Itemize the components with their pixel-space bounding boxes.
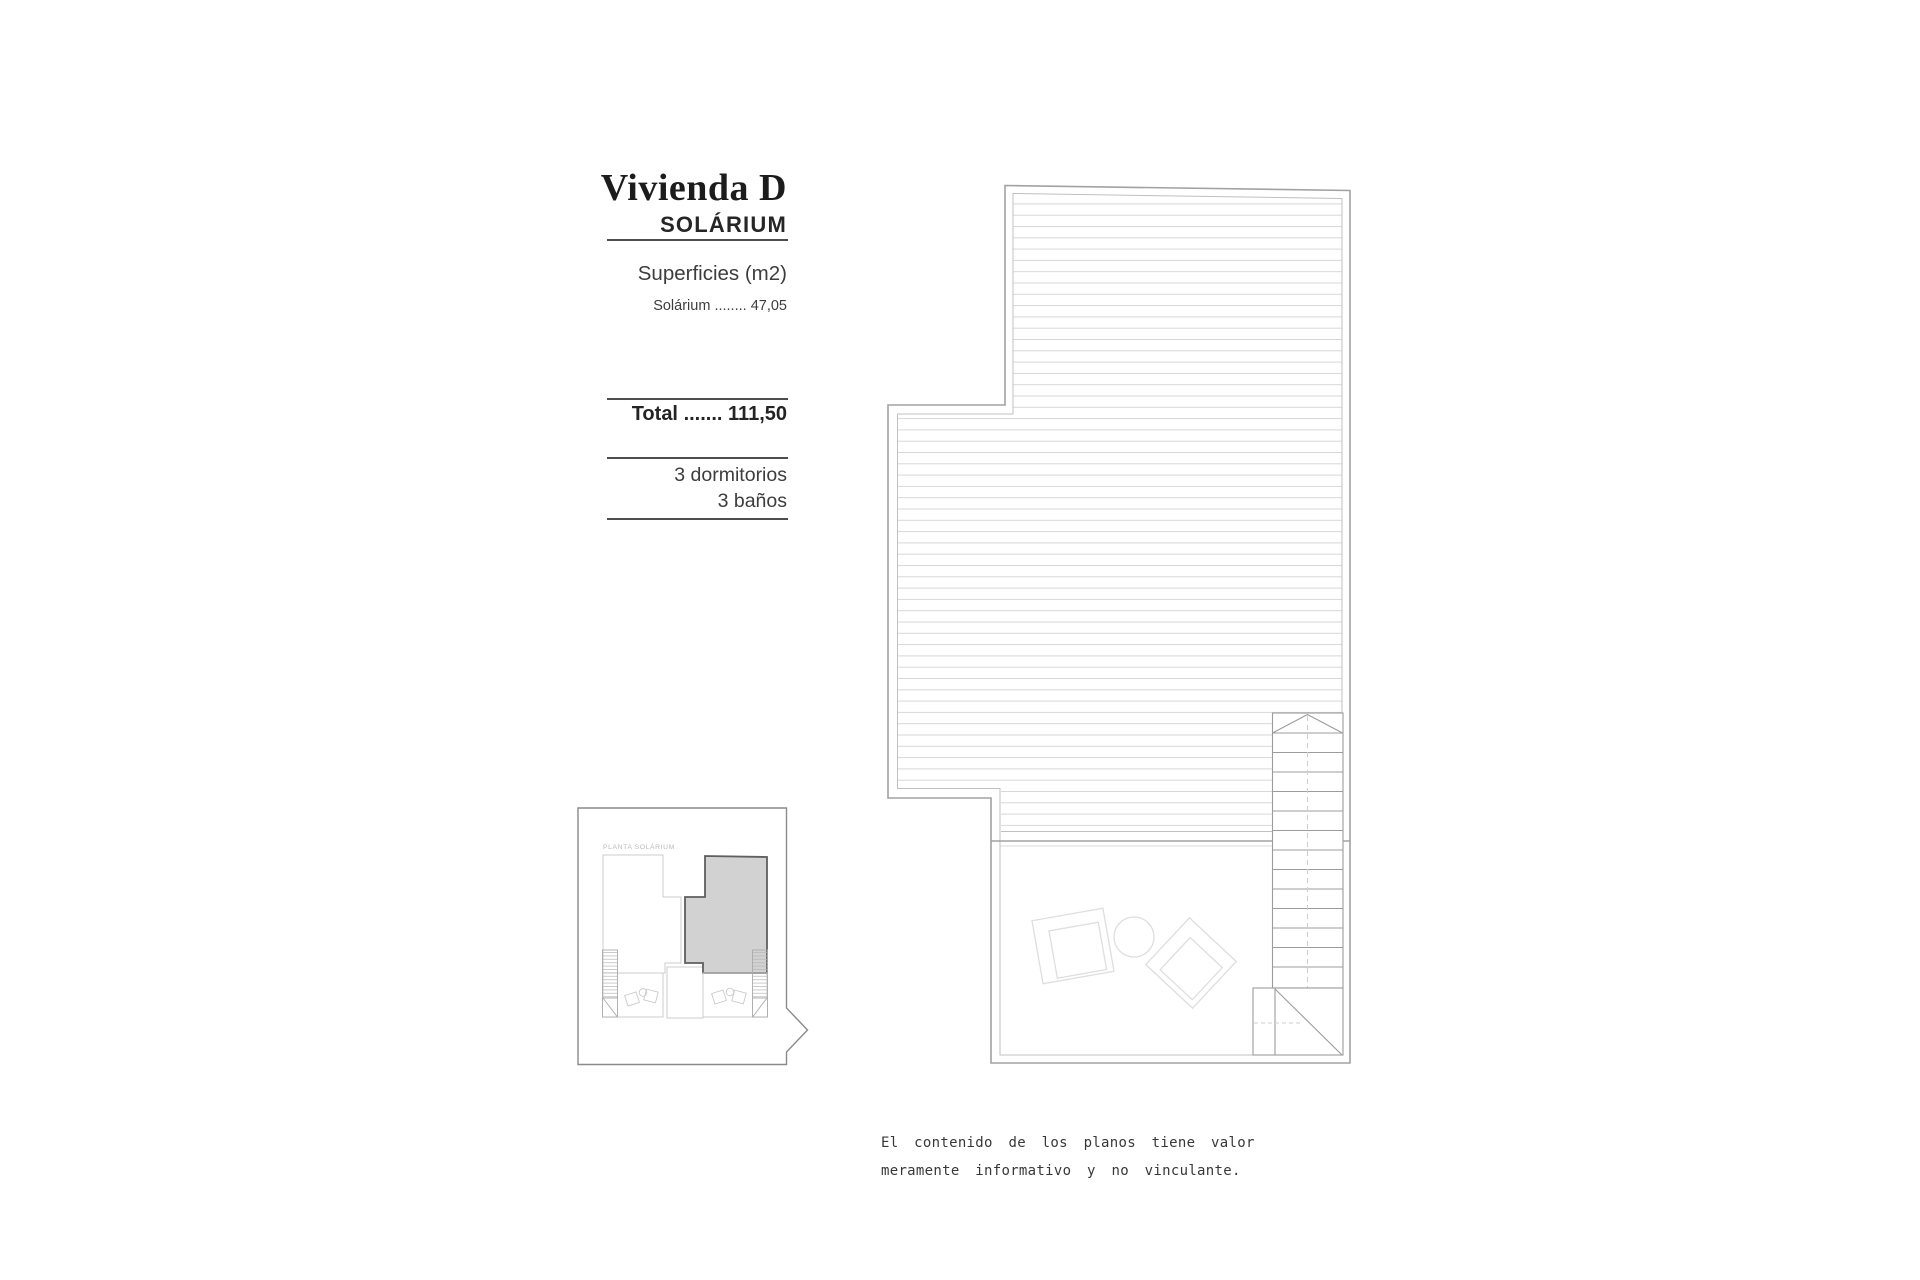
- mini-stairs-left: [603, 950, 618, 1017]
- mini-stairs-right: [753, 950, 768, 1017]
- surface-leader: ........: [714, 298, 747, 314]
- feature-bedrooms: 3 dormitorios: [674, 464, 787, 486]
- surface-row: [653, 298, 787, 314]
- main-floor-plan: [880, 180, 1355, 1070]
- surfaces-heading: Superficies (m2): [637, 262, 787, 285]
- center-block: [667, 967, 703, 1018]
- stair-landing: [1253, 988, 1343, 1055]
- key-plan: [575, 805, 815, 1070]
- surface-label: Solárium: [653, 298, 711, 314]
- divider: [607, 518, 788, 520]
- total-row: [632, 403, 787, 426]
- unit-title: Vivienda D: [600, 167, 787, 209]
- total-label: Total: [631, 403, 678, 425]
- divider: [607, 457, 788, 459]
- floor-subtitle: SOLÁRIUM: [660, 212, 787, 237]
- divider: [607, 239, 788, 241]
- feature-bathrooms: 3 baños: [717, 489, 787, 512]
- total-leader: .......: [683, 403, 723, 425]
- disclaimer: [881, 1129, 1255, 1185]
- disclaimer-line-2: meramente informativo y no vinculante.: [881, 1163, 1241, 1179]
- surface-value: 47,05: [750, 298, 787, 314]
- divider: [607, 398, 788, 400]
- disclaimer-line-1: El contenido de los planos tiene valor: [881, 1135, 1255, 1151]
- key-plan-label: PLANTA SOLÁRIUM: [603, 844, 675, 851]
- feature-list: [674, 463, 787, 514]
- total-value: 111,50: [728, 403, 787, 425]
- info-panel: [548, 0, 788, 560]
